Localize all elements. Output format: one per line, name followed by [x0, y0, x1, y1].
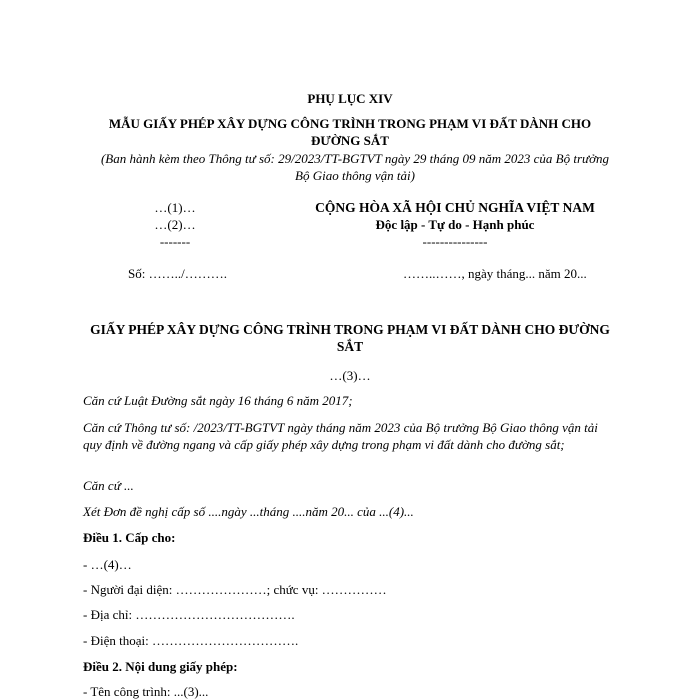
org-line-2: …(2)… [154, 217, 196, 232]
org-line-1: …(1)… [154, 200, 196, 215]
org-divider: ------- [159, 234, 191, 249]
article-2-title: Điều 2. Nội dung giấy phép: [83, 659, 238, 674]
article-1-item: - …(4)… [83, 557, 132, 572]
issuing-authority: …(3)… [329, 368, 371, 383]
article-1-item: - Người đại diện: …………………; chức vụ: …………… [83, 582, 387, 597]
basis-law: Căn cứ Luật Đường sắt ngày 16 tháng 6 năm 2017; [83, 393, 353, 408]
article-1-title: Điều 1. Cấp cho: [83, 530, 176, 545]
number-line: Số: ……../………. [128, 266, 227, 281]
form-title: MẪU GIẤY PHÉP XÂY DỰNG CÔNG TRÌNH TRONG PHẠM VI ĐẤT DÀNH CHO ĐƯỜNG SẮT [108, 116, 592, 148]
basis-application: Xét Đơn đề nghị cấp số ....ngày ...tháng ....năm 20... của ...(4)... [83, 504, 414, 519]
date-line: ……..……, ngày tháng... năm 20... [403, 266, 587, 281]
issued-note: (Ban hành kèm theo Thông tư số: 29/2023/TT-BGTVT ngày 29 tháng 09 năm 2023 của Bộ trưởng Bộ Giao thông vận tải) [100, 151, 610, 183]
article-1-item: - Địa chỉ: ………………………………. [83, 607, 295, 622]
basis-circular: Căn cứ Thông tư số: /2023/TT-BGTVT ngày tháng năm 2023 của Bộ trưởng Bộ Giao thông vận tải quy định về đường ngang và cấp giấy phép xây dựng trong phạm vi đất dành cho đường sắt; [83, 420, 598, 452]
article-1-item: - Điện thoại: ……………………………. [83, 633, 299, 648]
nation-divider: --------------- [422, 234, 488, 249]
basis-other: Căn cứ ... [83, 478, 134, 493]
nation-motto: Độc lập - Tự do - Hạnh phúc [375, 217, 535, 232]
article-2-item: - Tên công trình: ...(3)... [83, 684, 209, 699]
document-title: GIẤY PHÉP XÂY DỰNG CÔNG TRÌNH TRONG PHẠM VI ĐẤT DÀNH CHO ĐƯỜNG SẮT [90, 322, 610, 354]
appendix-heading: PHỤ LỤC XIV [307, 91, 393, 106]
nation-name: CỘNG HÒA XÃ HỘI CHỦ NGHĨA VIỆT NAM [315, 200, 595, 215]
